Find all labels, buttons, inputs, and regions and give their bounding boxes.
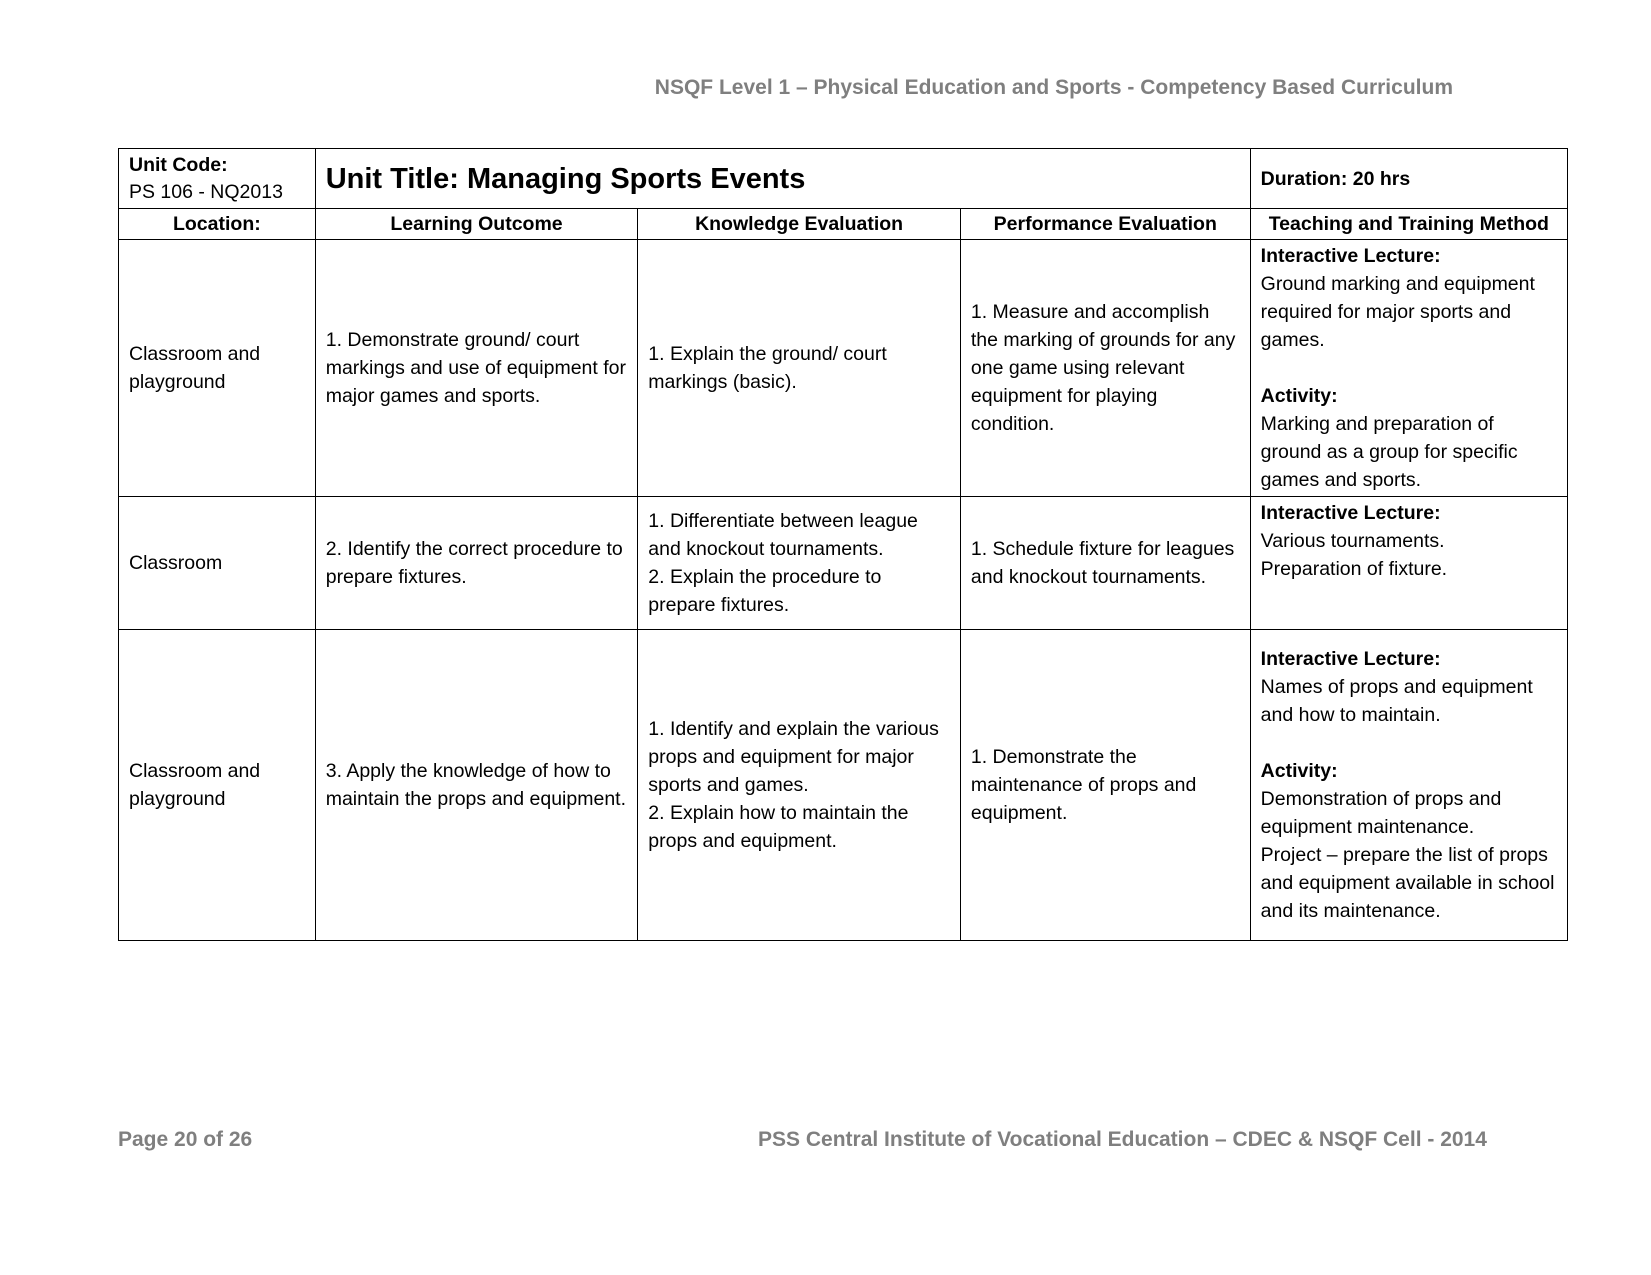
knowledge-item: 1. Identify and explain the various props and equipment for major sports and games. (648, 718, 939, 796)
column-header-knowledge-evaluation: Knowledge Evaluation (638, 209, 961, 240)
knowledge-item: 1. Explain the ground/ court markings (basic). (648, 343, 887, 393)
knowledge-item: 2. Explain how to maintain the props and equipment. (648, 802, 909, 852)
location-cell: Classroom and playground (119, 630, 316, 941)
method-text: Marking and preparation of ground as a group for specific games and sports. (1260, 413, 1518, 491)
method-text: Demonstration of props and equipment maintenance. (1260, 788, 1502, 838)
knowledge-item: 2. Explain the procedure to prepare fixtures. (648, 566, 882, 616)
performance-evaluation-cell: 1. Demonstrate the maintenance of props and equipment. (960, 630, 1250, 941)
learning-outcome-cell: 3. Apply the knowledge of how to maintain the props and equipment. (315, 630, 638, 941)
knowledge-evaluation-cell (638, 240, 961, 497)
page-number: Page 20 of 26 (118, 1128, 253, 1151)
column-header-learning-outcome: Learning Outcome (315, 209, 638, 240)
location-cell: Classroom (119, 497, 316, 630)
method-text: Various tournaments. (1260, 530, 1445, 552)
unit-code-value: PS 106 - NQ2013 (129, 180, 283, 203)
unit-title: Unit Title: Managing Sports Events (325, 162, 806, 195)
unit-code-label: Unit Code: (129, 153, 228, 176)
duration-cell (1250, 149, 1567, 209)
learning-outcome-cell: 1. Demonstrate ground/ court markings and use of equipment for major games and sports. (315, 240, 638, 497)
knowledge-evaluation-cell (638, 497, 961, 630)
performance-evaluation-cell: 1. Measure and accomplish the marking of grounds for any one game using relevant equipment for playing condition. (960, 240, 1250, 497)
method-heading: Interactive Lecture: (1260, 648, 1441, 670)
table-row (119, 240, 1568, 497)
teaching-method-cell (1250, 630, 1567, 941)
column-header-performance-evaluation: Performance Evaluation (960, 209, 1250, 240)
unit-info-row (119, 149, 1568, 209)
unit-code-cell (119, 149, 316, 209)
method-heading: Interactive Lecture: (1260, 502, 1441, 524)
table-row (119, 497, 1568, 630)
method-text: Preparation of fixture. (1260, 558, 1448, 580)
method-text: Project – prepare the list of props and equipment available in school and its maintenance. (1260, 844, 1555, 922)
method-text: Names of props and equipment and how to maintain. (1260, 676, 1533, 726)
column-header-location: Location: (119, 209, 316, 240)
curriculum-table (118, 148, 1568, 941)
column-header-teaching-method: Teaching and Training Method (1250, 209, 1567, 240)
location-cell: Classroom and playground (119, 240, 316, 497)
method-heading: Activity: (1260, 385, 1338, 407)
method-heading: Activity: (1260, 760, 1338, 782)
knowledge-item: 1. Differentiate between league and knockout tournaments. (648, 510, 918, 560)
table-row (119, 630, 1568, 941)
footer-institute: PSS Central Institute of Vocational Education – CDEC & NSQF Cell - 2014 (758, 1128, 1487, 1151)
unit-title-cell (315, 149, 1250, 209)
method-text: Ground marking and equipment required for major sports and games. (1260, 273, 1535, 351)
performance-evaluation-cell: 1. Schedule fixture for leagues and knockout tournaments. (960, 497, 1250, 630)
knowledge-evaluation-cell (638, 630, 961, 941)
page-header-title: NSQF Level 1 – Physical Education and Sports - Competency Based Curriculum (654, 76, 1453, 99)
unit-duration: Duration: 20 hrs (1260, 167, 1411, 190)
learning-outcome-cell: 2. Identify the correct procedure to prepare fixtures. (315, 497, 638, 630)
teaching-method-cell (1250, 240, 1567, 497)
teaching-method-cell (1250, 497, 1567, 630)
method-heading: Interactive Lecture: (1260, 245, 1441, 267)
column-header-row (119, 209, 1568, 240)
